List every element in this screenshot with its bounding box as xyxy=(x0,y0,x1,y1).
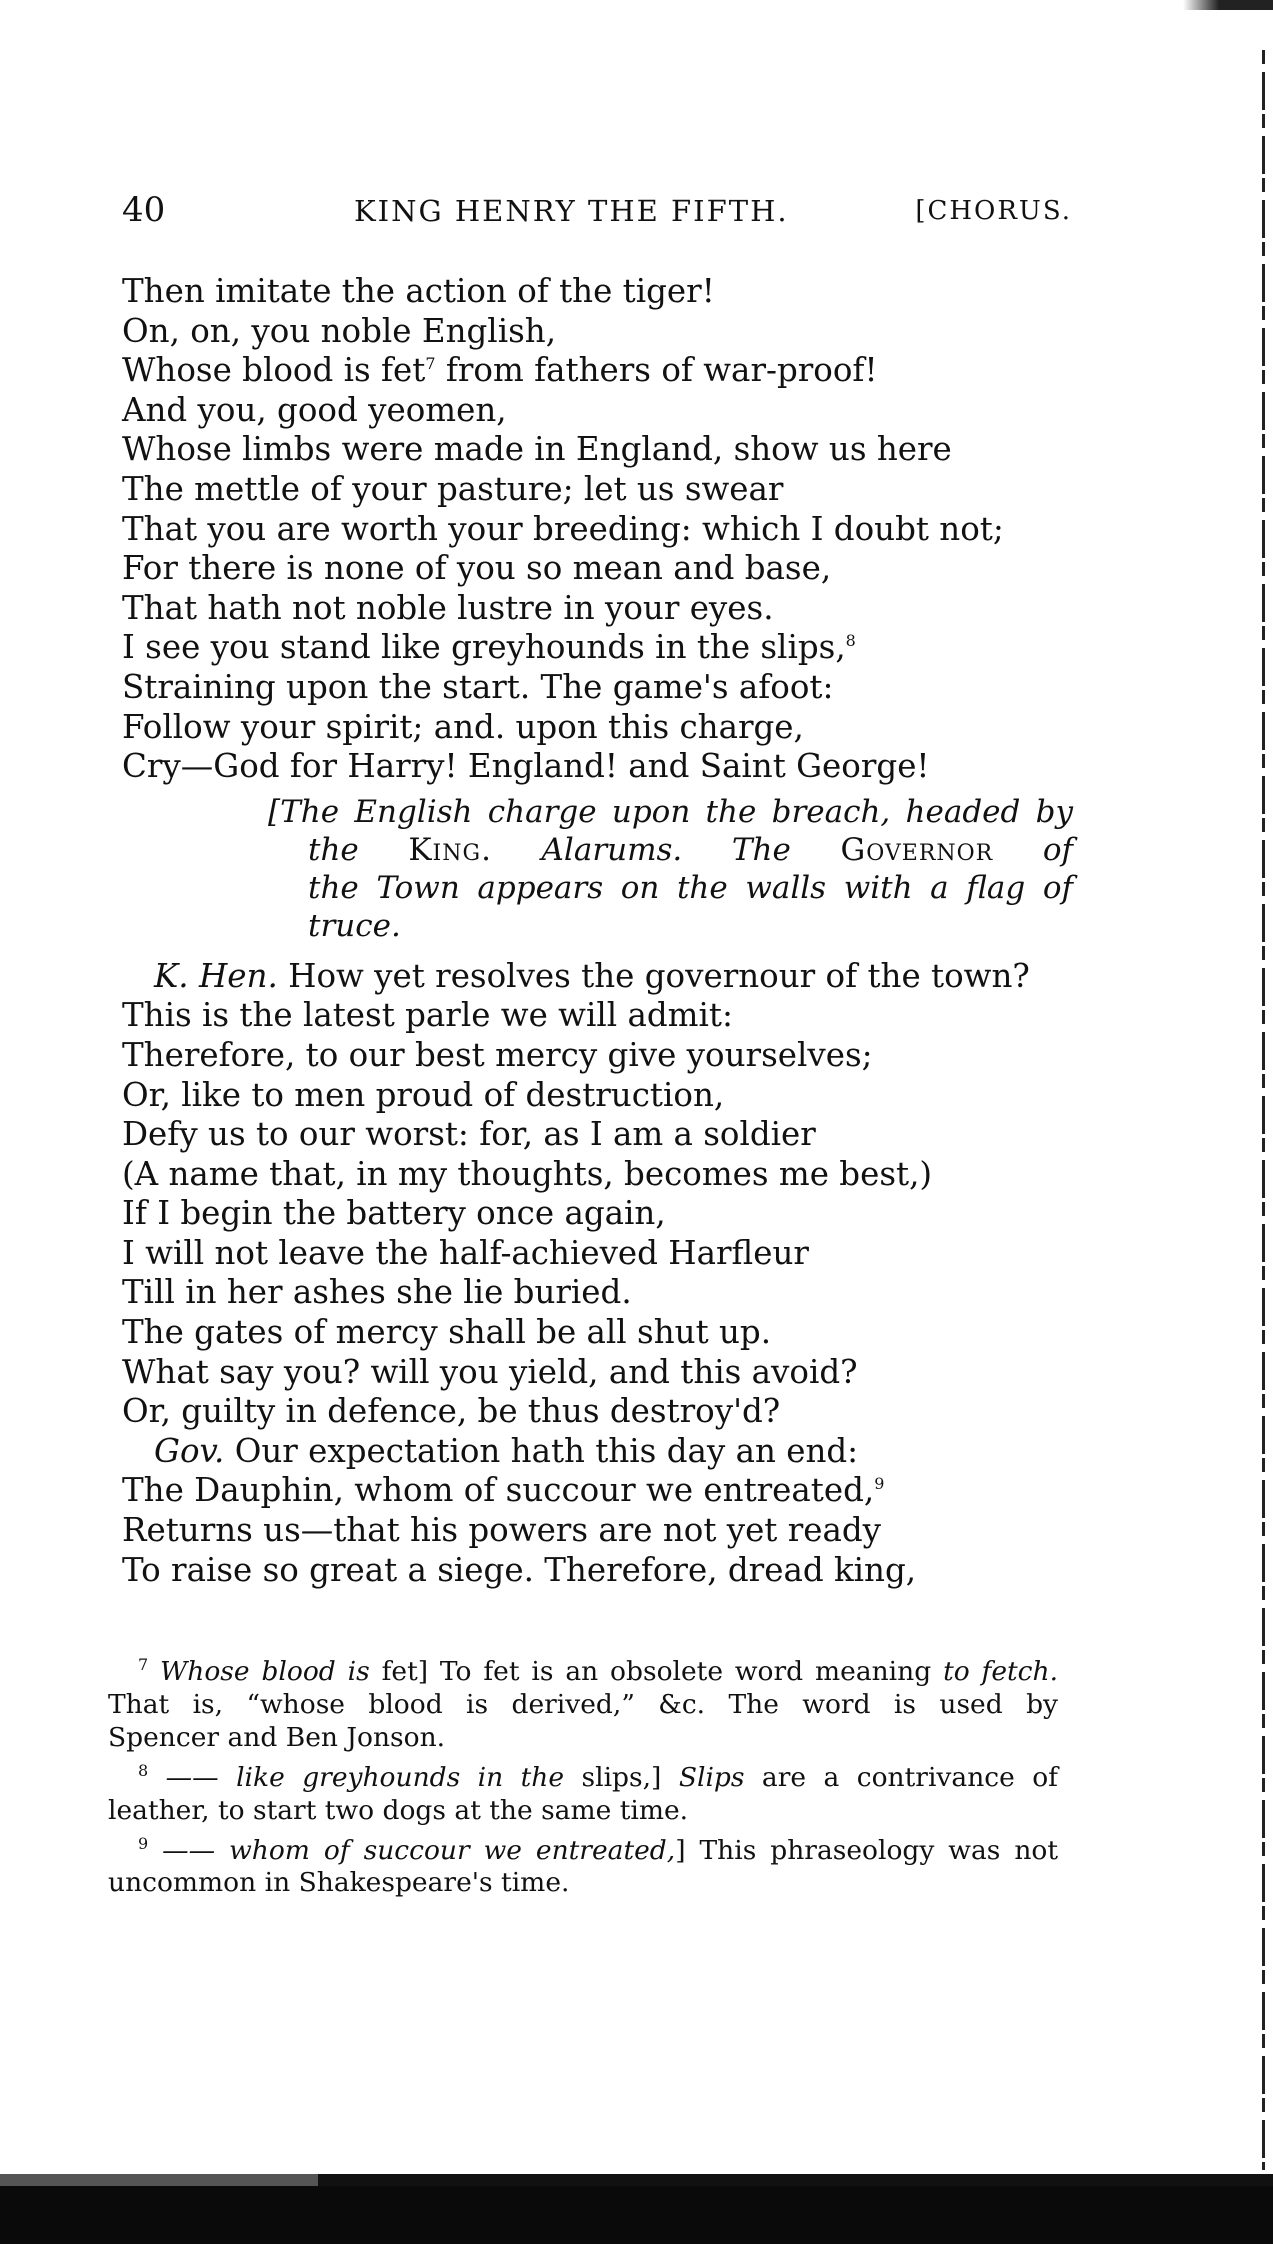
speech-line: To raise so great a siege. Therefore, dread king, xyxy=(122,1550,917,1589)
section-label: [CHORUS. xyxy=(915,196,1072,226)
speech-line: Or, guilty in defence, be thus destroy'd? xyxy=(122,1392,781,1431)
verse-line: Straining upon the start. The game's afoot: xyxy=(122,667,834,706)
running-title: KING HENRY THE FIFTH. xyxy=(354,194,789,228)
verse-line: On, on, you noble English, xyxy=(122,311,557,350)
footnote-ref: 8 xyxy=(845,631,856,651)
verse-text xyxy=(122,272,1082,1590)
speech-line: (A name that, in my thoughts, becomes me best,) xyxy=(122,1154,933,1193)
speaker-name: Gov. xyxy=(154,1431,225,1470)
speech-line: Till in her ashes she lie buried. xyxy=(122,1273,632,1312)
speech-line: The gates of mercy shall be all shut up. xyxy=(122,1313,772,1352)
scan-edge-artifact xyxy=(1183,0,1273,10)
verse-line: Whose blood is fet$^7$ from fathers of war-proof! xyxy=(122,351,878,390)
stage-direction: [The English charge upon the breach, headed by the King. Alarums. The Governor of the Town appears on the walls with a flag of truce. xyxy=(268,793,1073,944)
footnote-ref: 9 xyxy=(874,1474,885,1494)
page-header xyxy=(122,190,1072,240)
verse-line: I see you stand like greyhounds in the slips,$^8$ xyxy=(122,628,856,667)
speech-line: This is the latest parle we will admit: xyxy=(122,996,733,1035)
footnote-8: $^8$ —— like greyhounds in the slips,] Slips are a contrivance of xyxy=(138,1760,1058,1793)
verse-line: The mettle of your pasture; let us swear xyxy=(122,469,784,508)
speech-line: Defy us to our worst: for, as I am a soldier xyxy=(122,1115,816,1154)
verse-line: Cry—God for Harry! England! and Saint George! xyxy=(122,747,930,786)
speech-line: Gov. Our expectation hath this day an end: xyxy=(154,1431,859,1470)
verse-line: Whose limbs were made in England, show us here xyxy=(122,430,952,469)
speaker-name: K. Hen. xyxy=(154,956,278,995)
speech-line: I will not leave the half-achieved Harfleur xyxy=(122,1233,809,1272)
verse-line: Then imitate the action of the tiger! xyxy=(122,272,715,310)
verse-line: Follow your spirit; and. upon this charge, xyxy=(122,707,804,746)
speech-line: K. Hen. How yet resolves the governour of the town? xyxy=(154,956,1030,995)
page-number: 40 xyxy=(122,190,166,230)
footnote-7: $^7$ Whose blood is fet] To fet is an obsolete word meaning to fetch. xyxy=(138,1655,1059,1687)
scan-edge-artifact xyxy=(1262,50,1265,2170)
verse-line: That hath not noble lustre in your eyes. xyxy=(122,588,774,627)
scan-bottom-border xyxy=(0,2174,1273,2244)
speech-line: If I begin the battery once again, xyxy=(122,1194,666,1233)
footnote-ref: 7 xyxy=(425,354,436,374)
verse-line: That you are worth your breeding: which I doubt not; xyxy=(122,509,1004,548)
speech-line: The Dauphin, whom of succour we entreated,$^9$ xyxy=(122,1471,885,1510)
footnotes: $^7$ Whose blood is fet] To fet is an obsolete word meaning to fetch. That is, “whose blood is derived,” &c. The word is used by Spencer and Ben Jonson. $^8$ —— like greyhounds in the slips,] Slips are a contrivance of leather, to start two dogs at the same time. $^9$ —— whom of succour we entreated,] This phraseology was not uncommon in Shakespeare's time. xyxy=(108,1648,1058,1899)
verse-line: For there is none of you so mean and base, xyxy=(122,549,832,588)
speech-line: Therefore, to our best mercy give yourselves; xyxy=(122,1035,873,1074)
verse-line: And you, good yeomen, xyxy=(122,390,507,429)
footnote-9: $^9$ —— whom of succour we entreated,] This phraseology was not xyxy=(138,1833,1059,1866)
speech-line: Or, like to men proud of destruction, xyxy=(122,1075,725,1114)
speech-line: Returns us—that his powers are not yet ready xyxy=(122,1511,882,1550)
speech-line: What say you? will you yield, and this avoid? xyxy=(122,1352,858,1391)
